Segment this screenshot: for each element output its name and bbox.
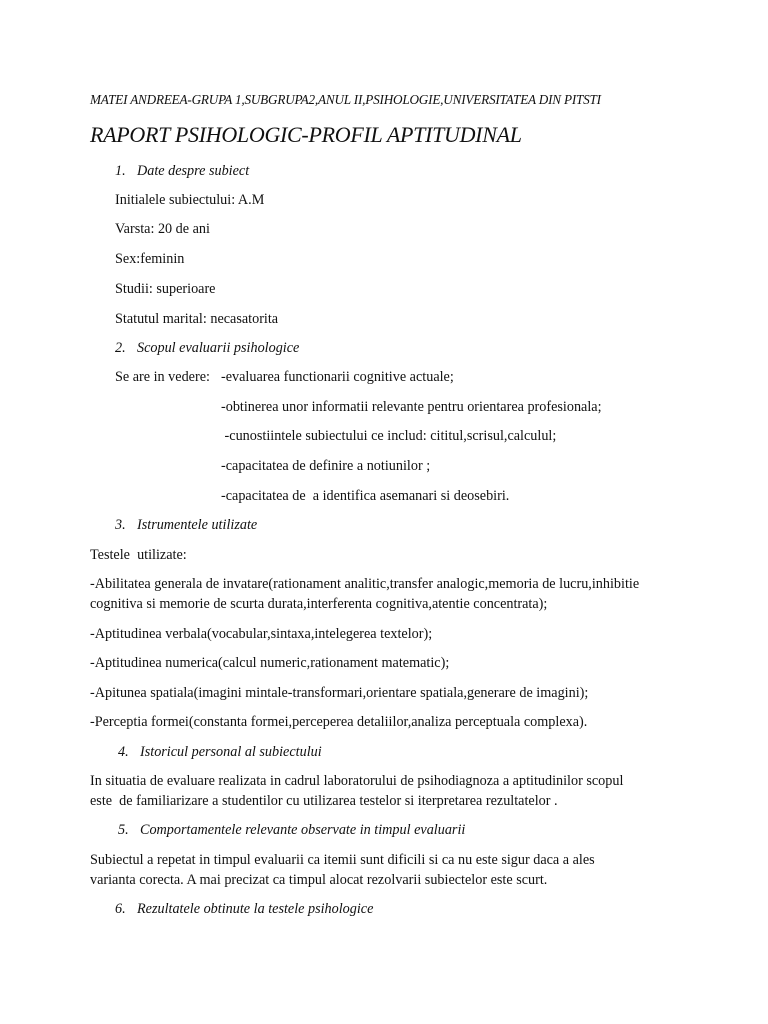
history-line: este de familiarizare a studentilor cu utilizarea testelor si iterpretarea rezultatelor . — [90, 793, 558, 809]
behavior-line: Subiectul a repetat in timpul evaluarii ca itemii sunt dificili si ca nu este sigur daca a ales — [90, 852, 595, 868]
subject-line: Sex:feminin — [115, 251, 185, 267]
subject-line: Varsta: 20 de ani — [115, 221, 210, 237]
section-title: Istrumentele utilizate — [137, 517, 258, 533]
section-heading-6 — [115, 902, 373, 916]
section-title: Rezultatele obtinute la testele psihologice — [137, 901, 374, 917]
purpose-item: -obtinerea unor informatii relevante pentru orientarea profesionala; — [221, 399, 602, 415]
test-line: -Aptitudinea verbala(vocabular,sintaxa,intelegerea textelor); — [90, 626, 433, 642]
tests-intro: Testele utilizate: — [90, 547, 187, 563]
section-heading-1 — [115, 164, 249, 178]
behavior-line: varianta corecta. A mai precizat ca timpul alocat rezolvarii subiectelor este scurt. — [90, 872, 548, 888]
section-title: Scopul evaluarii psihologice — [137, 340, 300, 356]
document-title: RAPORT PSIHOLOGIC-PROFIL APTITUDINAL — [90, 122, 522, 147]
history-line: In situatia de evaluare realizata in cadrul laboratorului de psihodiagnoza a aptitudinilor scopul — [90, 773, 624, 789]
purpose-item: -capacitatea de a identifica asemanari si deosebiri. — [221, 488, 510, 504]
purpose-item: -capacitatea de definire a notiunilor ; — [221, 458, 431, 474]
section-title: Comportamentele relevante observate in timpul evaluarii — [140, 822, 466, 838]
section-number: 5. — [118, 822, 129, 838]
purpose-item: -cunostiintele subiectului ce includ: cititul,scrisul,calculul; — [221, 428, 557, 444]
section-number: 4. — [118, 744, 129, 760]
section-heading-2 — [115, 341, 299, 355]
test-line: cognitiva si memorie de scurta durata,interferenta cognitiva,atentie concentrata); — [90, 596, 548, 612]
subject-line: Initialele subiectului: A.M — [115, 192, 265, 208]
subject-line: Statutul marital: necasatorita — [115, 311, 279, 327]
purpose-item: -evaluarea functionarii cognitive actuale; — [221, 369, 454, 385]
section-title: Istoricul personal al subiectului — [140, 744, 322, 760]
subject-line: Studii: superioare — [115, 281, 216, 297]
test-line: -Aptitudinea numerica(calcul numeric,rationament matematic); — [90, 655, 450, 671]
section-number: 6. — [115, 901, 126, 917]
document-header: MATEI ANDREEA-GRUPA 1,SUBGRUPA2,ANUL II,PSIHOLOGIE,UNIVERSITATEA DIN PITSTI — [90, 92, 601, 107]
test-line: -Perceptia formei(constanta formei,perceperea detaliilor,analiza perceptuala complexa). — [90, 714, 588, 730]
section-title: Date despre subiect — [137, 163, 250, 179]
test-line: -Apitunea spatiala(imagini mintale-transformari,orientare spatiala,generare de imagini); — [90, 685, 589, 701]
section-number: 2. — [115, 340, 126, 356]
section-heading-3 — [115, 518, 257, 532]
section-heading-5 — [118, 823, 465, 837]
section-heading-4 — [118, 745, 322, 759]
test-line: -Abilitatea generala de invatare(rationament analitic,transfer analogic,memoria de lucru,inhibitie — [90, 576, 640, 592]
section-number: 3. — [115, 517, 126, 533]
section-number: 1. — [115, 163, 126, 179]
purpose-intro: Se are in vedere: — [115, 369, 210, 385]
